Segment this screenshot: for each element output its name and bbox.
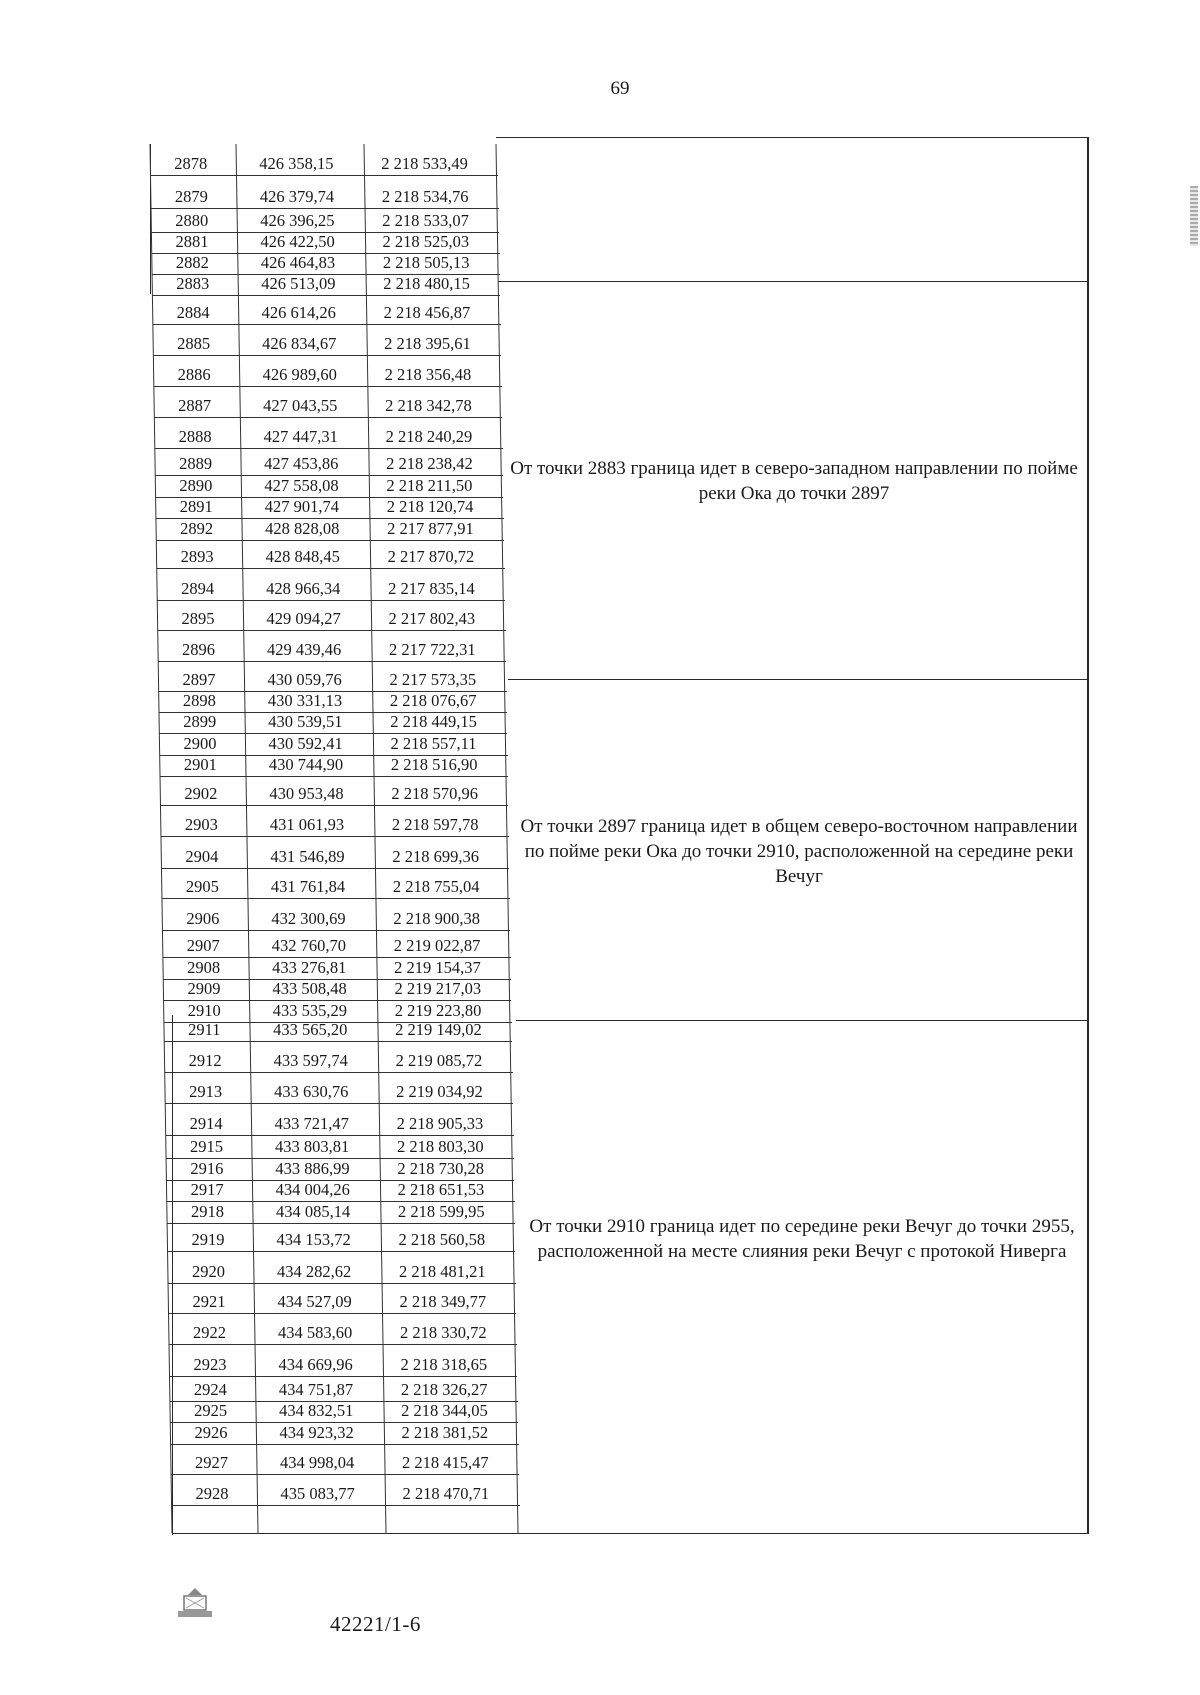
x-coordinate-cell: 434 085,14 [276, 1201, 351, 1221]
point-number-cell: 2898 [182, 690, 216, 710]
section-description: От точки 2883 граница идет в северо-западном направлении по пойме реки Ока до точки 2897 [510, 458, 1078, 504]
point-number-cell: 2894 [181, 578, 215, 598]
point-number-cell: 2905 [185, 876, 219, 896]
point-number-cell: 2924 [193, 1379, 227, 1399]
x-coordinate-cell: 434 751,87 [278, 1379, 354, 1399]
x-coordinate-cell: 434 923,32 [279, 1422, 354, 1442]
point-number-cell: 2921 [192, 1291, 226, 1311]
y-coordinate-cell: 2 217 573,35 [389, 669, 477, 689]
point-number-cell: 2927 [195, 1452, 228, 1472]
x-coordinate-cell: 433 721,47 [274, 1113, 349, 1133]
point-number-cell: 2923 [193, 1354, 227, 1374]
point-number-cell: 2907 [186, 935, 220, 955]
point-number-cell: 2881 [175, 231, 209, 251]
x-coordinate-cell: 435 083,77 [280, 1483, 355, 1503]
y-coordinate-cell: 2 218 211,50 [386, 475, 473, 495]
y-coordinate-cell: 2 218 456,87 [383, 302, 471, 322]
x-coordinate-cell: 430 539,51 [268, 711, 343, 731]
point-number-cell: 2909 [187, 978, 221, 998]
y-coordinate-cell: 2 218 449,15 [390, 711, 477, 731]
y-coordinate-cell: 2 218 516,90 [390, 754, 478, 774]
point-number-cell: 2890 [179, 475, 213, 495]
x-coordinate-cell: 434 004,26 [275, 1179, 350, 1199]
point-number-cell: 2917 [190, 1179, 224, 1199]
x-coordinate-cell: 431 761,84 [270, 876, 346, 896]
column-separator [150, 144, 172, 1533]
x-coordinate-cell: 433 535,29 [272, 1000, 348, 1020]
y-coordinate-cell: 2 218 525,03 [382, 231, 470, 251]
y-coordinate-cell: 2 218 560,58 [398, 1229, 486, 1249]
point-number-cell: 2916 [190, 1158, 224, 1178]
x-coordinate-cell: 430 744,90 [268, 754, 344, 774]
x-coordinate-cell: 428 828,08 [265, 518, 340, 538]
point-number-cell: 2926 [194, 1422, 228, 1442]
x-coordinate-cell: 433 276,81 [272, 957, 347, 977]
x-coordinate-cell: 431 546,89 [270, 846, 345, 866]
x-coordinate-cell: 426 614,26 [261, 302, 336, 322]
point-number-cell: 2919 [191, 1229, 225, 1249]
point-number-cell: 2896 [182, 639, 216, 659]
y-coordinate-cell: 2 218 570,96 [391, 783, 478, 803]
x-coordinate-cell: 426 379,74 [259, 186, 335, 206]
y-coordinate-cell: 2 219 223,80 [394, 1000, 482, 1020]
x-coordinate-cell: 433 597,74 [273, 1050, 348, 1070]
point-number-cell: 2883 [176, 273, 210, 293]
x-coordinate-cell: 431 061,93 [269, 814, 345, 834]
point-number-cell: 2903 [184, 814, 218, 834]
x-coordinate-cell: 430 059,76 [267, 669, 342, 689]
y-coordinate-cell: 2 218 120,74 [386, 496, 474, 516]
point-number-cell: 2900 [183, 733, 217, 753]
y-coordinate-cell: 2 218 395,61 [384, 333, 471, 353]
point-number-cell: 2884 [176, 302, 210, 322]
x-coordinate-cell: 433 565,20 [273, 1019, 348, 1039]
y-coordinate-cell: 2 218 505,13 [382, 252, 470, 272]
y-coordinate-cell: 2 218 342,78 [385, 395, 472, 415]
x-coordinate-cell: 426 396,25 [260, 210, 335, 230]
x-coordinate-cell: 426 834,67 [262, 333, 337, 353]
point-number-cell: 2912 [188, 1050, 222, 1070]
y-coordinate-cell: 2 218 900,38 [393, 908, 480, 928]
point-number-cell: 2895 [181, 608, 215, 628]
x-coordinate-cell: 427 901,74 [264, 496, 340, 516]
x-coordinate-cell: 426 513,09 [261, 273, 336, 293]
point-number-cell: 2880 [175, 210, 209, 230]
y-coordinate-cell: 2 218 240,29 [385, 426, 473, 446]
y-coordinate-cell: 2 218 326,27 [400, 1379, 488, 1399]
point-number-cell: 2882 [175, 252, 209, 272]
y-coordinate-cell: 2 219 034,92 [396, 1081, 483, 1101]
x-coordinate-cell: 434 583,60 [277, 1322, 353, 1342]
y-coordinate-cell: 2 218 905,33 [396, 1113, 484, 1133]
x-coordinate-cell: 427 558,08 [264, 475, 339, 495]
column-separator [496, 144, 518, 1533]
y-coordinate-cell: 2 218 803,30 [396, 1136, 484, 1156]
y-coordinate-cell: 2 218 557,11 [390, 733, 477, 753]
y-coordinate-cell: 2 219 022,87 [393, 935, 481, 955]
point-number-cell: 2914 [189, 1113, 223, 1133]
point-number-cell: 2899 [183, 711, 217, 731]
point-number-cell: 2879 [174, 186, 208, 206]
x-coordinate-cell: 434 832,51 [279, 1400, 354, 1420]
point-number-cell: 2911 [188, 1019, 221, 1039]
point-number-cell: 2904 [185, 846, 219, 866]
y-coordinate-cell: 2 218 730,28 [397, 1158, 484, 1178]
section-description: От точки 2897 граница идет в общем северо-восточном направлении по пойме реки Ока до точки 2910, расположенной на середине реки Вечуг [520, 816, 1078, 887]
x-coordinate-cell: 430 953,48 [269, 783, 344, 803]
x-coordinate-cell: 429 094,27 [266, 608, 341, 628]
point-number-cell: 2918 [191, 1201, 224, 1221]
point-number-cell: 2920 [191, 1261, 225, 1281]
y-coordinate-cell: 2 218 699,36 [392, 846, 479, 866]
y-coordinate-cell: 2 217 877,91 [387, 518, 474, 538]
y-coordinate-cell: 2 218 344,05 [401, 1400, 488, 1420]
y-coordinate-cell: 2 218 533,07 [382, 210, 469, 230]
point-number-cell: 2891 [179, 496, 213, 516]
x-coordinate-cell: 426 358,15 [259, 153, 334, 173]
point-number-cell: 2910 [187, 1000, 221, 1020]
point-number-cell: 2922 [192, 1322, 226, 1342]
y-coordinate-cell: 2 218 597,78 [391, 814, 479, 834]
x-coordinate-cell: 426 989,60 [262, 364, 337, 384]
x-coordinate-cell: 427 043,55 [263, 395, 338, 415]
y-coordinate-cell: 2 218 415,47 [402, 1452, 489, 1472]
y-coordinate-cell: 2 217 835,14 [388, 578, 475, 598]
x-coordinate-cell: 434 527,09 [277, 1291, 352, 1311]
x-coordinate-cell: 433 886,99 [275, 1158, 350, 1178]
x-coordinate-cell: 433 630,76 [274, 1081, 349, 1101]
point-number-cell: 2892 [180, 518, 214, 538]
point-number-cell: 2928 [195, 1483, 229, 1503]
y-coordinate-cell: 2 217 722,31 [389, 639, 476, 659]
point-number-cell: 2913 [189, 1081, 223, 1101]
x-coordinate-cell: 427 447,31 [263, 426, 338, 446]
y-coordinate-cell: 2 219 149,02 [395, 1019, 482, 1039]
y-coordinate-cell: 2 219 154,37 [394, 957, 481, 977]
y-coordinate-cell: 2 218 651,53 [397, 1179, 485, 1199]
y-coordinate-cell: 2 217 870,72 [387, 546, 475, 566]
point-number-cell: 2908 [187, 957, 221, 977]
point-number-cell: 2878 [174, 153, 208, 173]
point-number-cell: 2906 [186, 908, 220, 928]
x-coordinate-cell: 430 331,13 [267, 690, 343, 710]
x-coordinate-cell: 434 998,04 [280, 1452, 355, 1472]
point-number-cell: 2885 [177, 333, 211, 353]
document-code: 42221/1-6 [330, 1612, 421, 1636]
x-coordinate-cell: 434 282,62 [276, 1261, 352, 1281]
point-number-cell: 2925 [194, 1400, 228, 1420]
x-coordinate-cell: 426 422,50 [260, 231, 335, 251]
y-coordinate-cell: 2 218 755,04 [392, 876, 480, 896]
x-coordinate-cell: 428 966,34 [266, 578, 341, 598]
y-coordinate-cell: 2 218 470,71 [402, 1483, 490, 1503]
point-number-cell: 2886 [177, 364, 211, 384]
y-coordinate-cell: 2 218 076,67 [389, 690, 477, 710]
x-coordinate-cell: 427 453,86 [264, 453, 339, 473]
x-coordinate-cell: 434 669,96 [278, 1354, 353, 1374]
x-coordinate-cell: 429 439,46 [267, 639, 342, 659]
y-coordinate-cell: 2 218 381,52 [401, 1422, 489, 1442]
y-coordinate-cell: 2 218 349,77 [399, 1291, 487, 1311]
y-coordinate-cell: 2 218 318,65 [400, 1354, 488, 1374]
y-coordinate-cell: 2 218 534,76 [381, 186, 469, 206]
x-coordinate-cell: 428 848,45 [265, 546, 340, 566]
x-coordinate-cell: 433 803,81 [274, 1136, 350, 1156]
point-number-cell: 2901 [183, 754, 217, 774]
y-coordinate-cell: 2 217 802,43 [388, 608, 476, 628]
point-number-cell: 2889 [179, 453, 213, 473]
x-coordinate-cell: 432 300,69 [271, 908, 346, 928]
point-number-cell: 2897 [182, 669, 216, 689]
page-number: 69 [610, 78, 630, 99]
y-coordinate-cell: 2 218 533,49 [381, 153, 468, 173]
y-coordinate-cell: 2 218 238,42 [386, 453, 473, 473]
section-description: От точки 2910 граница идет по середине реки Вечуг до точки 2955, расположенной на месте слияния реки Вечуг с протокой Ниверга [529, 1216, 1075, 1262]
y-coordinate-cell: 2 218 480,15 [383, 273, 470, 293]
y-coordinate-cell: 2 219 217,03 [394, 978, 482, 998]
y-coordinate-cell: 2 218 481,21 [398, 1261, 486, 1281]
y-coordinate-cell: 2 218 599,95 [398, 1201, 485, 1221]
point-number-cell: 2887 [178, 395, 212, 415]
x-coordinate-cell: 433 508,48 [272, 978, 347, 998]
x-coordinate-cell: 430 592,41 [268, 733, 343, 753]
column-separator [364, 144, 386, 1533]
point-number-cell: 2888 [178, 426, 212, 446]
x-coordinate-cell: 432 760,70 [271, 935, 347, 955]
y-coordinate-cell: 2 218 330,72 [399, 1322, 487, 1342]
point-number-cell: 2915 [189, 1136, 223, 1156]
column-separator [236, 144, 258, 1533]
point-number-cell: 2893 [180, 546, 214, 566]
x-coordinate-cell: 434 153,72 [276, 1229, 351, 1249]
y-coordinate-cell: 2 219 085,72 [395, 1050, 483, 1070]
point-number-cell: 2902 [184, 783, 218, 803]
x-coordinate-cell: 426 464,83 [260, 252, 336, 272]
y-coordinate-cell: 2 218 356,48 [384, 364, 472, 384]
